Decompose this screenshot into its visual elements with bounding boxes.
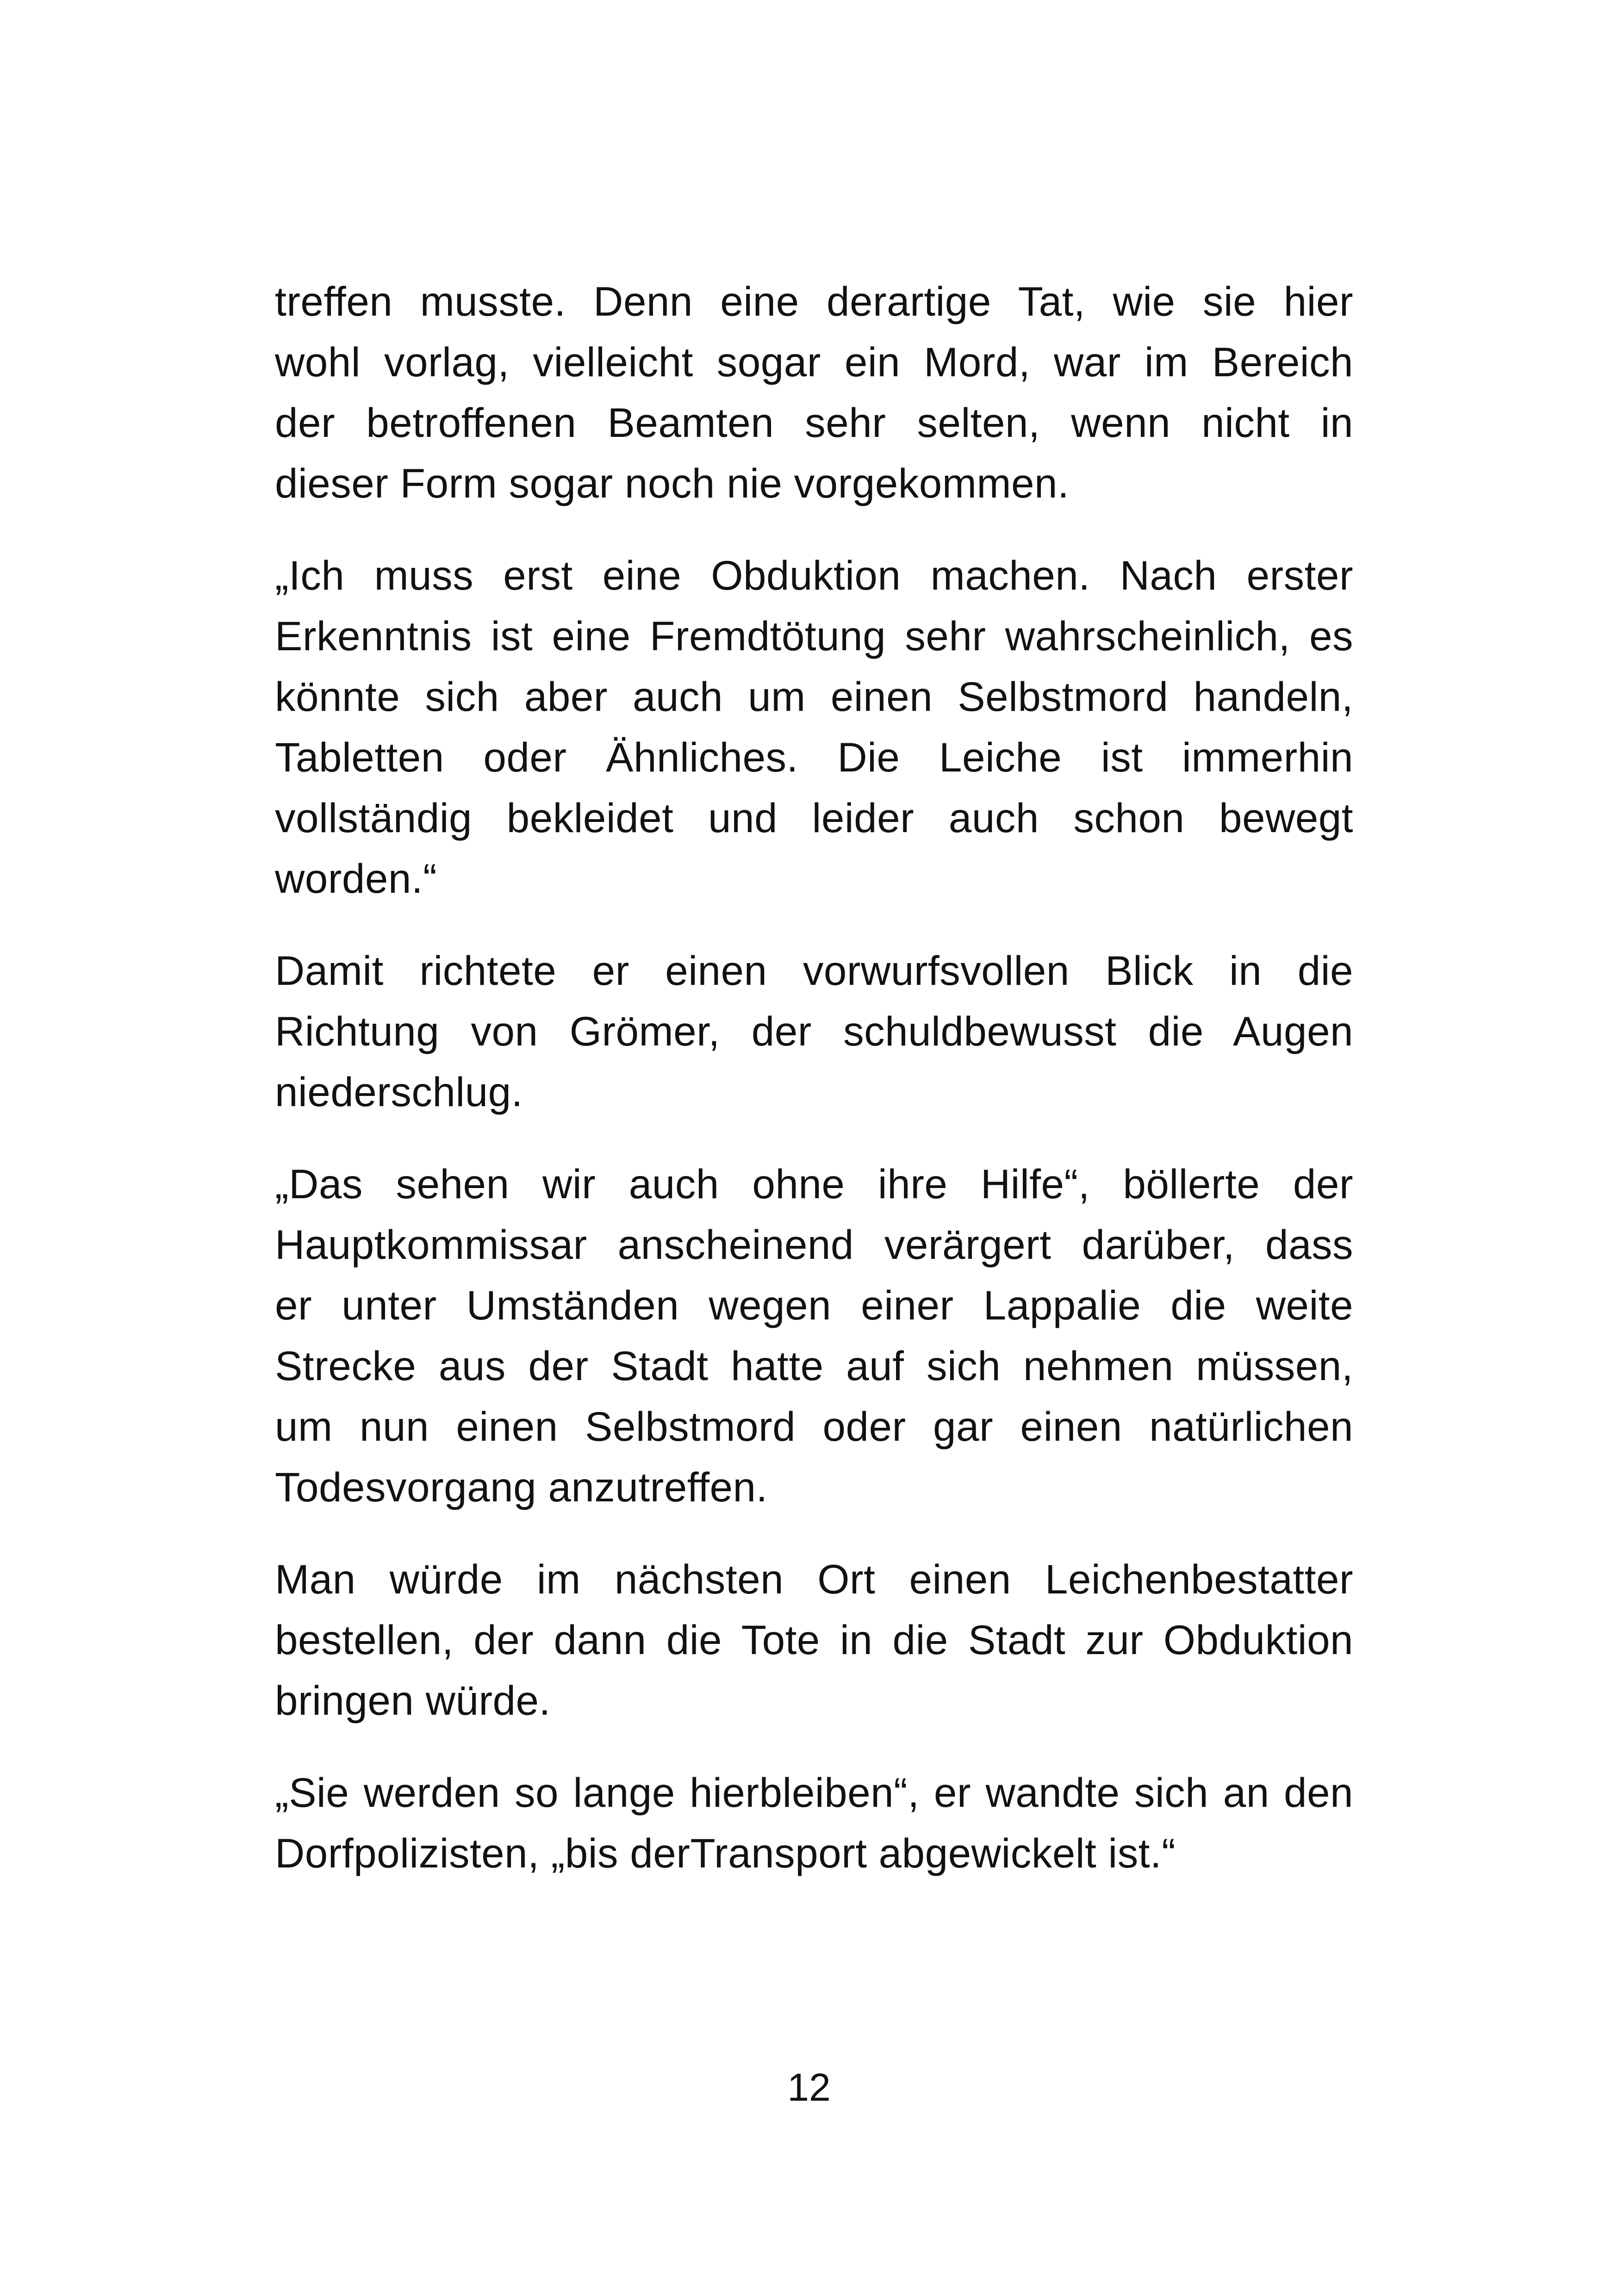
page-number: 12 bbox=[787, 2066, 831, 2109]
text-line: er unter Umständen wegen einer Lappalie die weite bbox=[275, 1282, 1353, 1328]
text-line: Strecke aus der Stadt hatte auf sich nehmen müssen, bbox=[275, 1343, 1353, 1389]
paragraph bbox=[275, 1549, 1353, 1731]
text-line: worden.“ bbox=[275, 855, 437, 902]
text-line: um nun einen Selbstmord oder gar einen natürlichen bbox=[275, 1403, 1353, 1450]
text-line: Richtung von Grömer, der schuldbewusst die Augen bbox=[275, 1008, 1353, 1054]
text-line: treffen musste. Denn eine derartige Tat, wie sie hier bbox=[275, 278, 1353, 324]
text-line: Dorfpolizisten, „bis derTransport abgewickelt ist.“ bbox=[275, 1830, 1176, 1876]
paragraph bbox=[275, 940, 1353, 1122]
paragraph bbox=[275, 545, 1353, 909]
text-line: Hauptkommissar anscheinend verärgert darüber, dass bbox=[275, 1221, 1353, 1268]
body-text bbox=[275, 271, 1353, 1884]
text-line: könnte sich aber auch um einen Selbstmord handeln, bbox=[275, 673, 1353, 720]
text-line: Man würde im nächsten Ort einen Leichenbestatter bbox=[275, 1556, 1353, 1602]
text-line: wohl vorlag, vielleicht sogar ein Mord, war im Bereich bbox=[275, 339, 1353, 385]
text-line: Damit richtete er einen vorwurfsvollen Blick in die bbox=[275, 947, 1353, 994]
text-line: dieser Form sogar noch nie vorgekommen. bbox=[275, 460, 1070, 506]
text-line: „Ich muss erst eine Obduktion machen. Nach erster bbox=[275, 552, 1353, 598]
text-line: Erkenntnis ist eine Fremdtötung sehr wahrscheinlich, es bbox=[275, 613, 1353, 659]
paragraph bbox=[275, 1762, 1353, 1884]
text-line: Tabletten oder Ähnliches. Die Leiche ist immerhin bbox=[275, 734, 1353, 780]
text-line: niederschlug. bbox=[275, 1069, 523, 1115]
text-line: bringen würde. bbox=[275, 1677, 551, 1724]
text-line: „Sie werden so lange hierbleiben“, er wandte sich an den bbox=[275, 1769, 1353, 1816]
text-line: bestellen, der dann die Tote in die Stadt zur Obduktion bbox=[275, 1617, 1353, 1663]
text-line: „Das sehen wir auch ohne ihre Hilfe“, böllerte der bbox=[275, 1161, 1353, 1207]
text-line: Todesvorgang anzutreffen. bbox=[275, 1464, 768, 1510]
paragraph bbox=[275, 1154, 1353, 1518]
text-line: vollständig bekleidet und leider auch schon bewegt bbox=[275, 795, 1353, 841]
paragraph bbox=[275, 271, 1353, 514]
text-line: der betroffenen Beamten sehr selten, wenn nicht in bbox=[275, 399, 1353, 446]
